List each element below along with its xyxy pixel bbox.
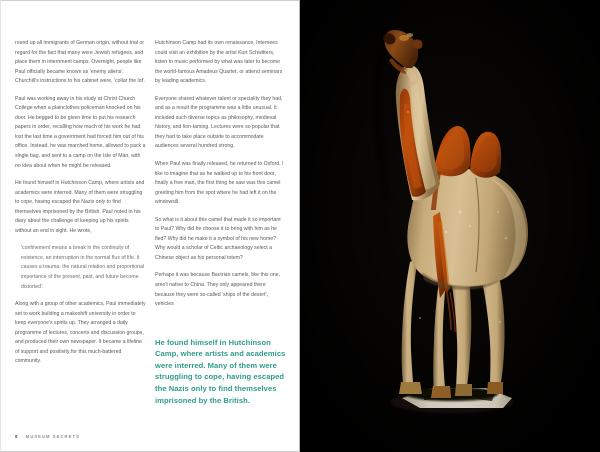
paragraph: Hutchinson Camp had its own renaissance. Internees could visit an exhibition by the artist Kurt Schwitters, listen to music performed by what was later to become the world-famous Amadeus Quartet, or attend seminars by leading academics.: [155, 40, 283, 85]
bactrian-camel-figurine-image: [300, 0, 600, 452]
right-image-page: [300, 0, 600, 452]
page-footer: [15, 434, 80, 439]
paragraph: Along with a group of other academics, Paul immediately set to work building a makeshift university in order to keep everyone's spirits up. They arranged a daily programme of lectures, concerts and discussion groups, and produced their own newspaper. It became a lifeline of support and positivity for this much-battered community.: [15, 301, 146, 365]
column-one: [15, 39, 146, 413]
paragraph: So what is it about this camel that made it so important to Paul? Why did he choose it to bring with him as he fled? Why did he make it a symbol of his new home? Why would a scholar of Celtic archaeology select a Chinese object as his personal totem?: [155, 216, 281, 261]
folio-page-number: 8: [15, 434, 18, 439]
text-columns: [15, 39, 287, 413]
paragraph: Perhaps it was because Bactrian camels, like this one, aren't native to China. They only appeared there because they were so-called 'ships of the desert', vehicles: [155, 272, 281, 308]
running-head: MUSEUM SECRETS: [25, 434, 80, 439]
paragraph: Paul was working away in his study at Christ Church College when a plainclothes policeman knocked on his door. He begged to be given time to put his research papers in order, recalling how much of his work he had lost the last time a government had forced him out of his office. Instead, he was marched home, allowed to pack a single bag, and sent to a camp on the Isle of Man, with no idea about when he might be released.: [15, 95, 146, 169]
column-two: [155, 39, 286, 413]
paragraph: Everyone shared whatever talent or speciality they had, and as a result the programme was a little unusual. It included such diverse topics as philosophy, medieval history, and lion-taming. Lectures were so popular that they had to take place outside to accommodate audiences several hundred strong.: [155, 95, 283, 150]
pull-quote: He found himself in Hutchinson Camp, where artists and academics were interred. Many of them were struggling to cope, having escaped the Nazis only to find themselves imprisoned by the British.: [155, 337, 286, 405]
paragraph: When Paul was finally released, he returned to Oxford. I like to imagine that as he walked up to his front door, finally a free man, the first thing he saw was this camel greeting him from the spot where he had left it on the windowsill.: [155, 161, 284, 206]
paragraph: round up all immigrants of German origin, without trial or regard for the fact that many were Jewish refugees, and place them in internment camps. Overnight, people like Paul officially became known as 'enemy aliens'. Churchill's instructions to his cabinet were, 'collar the lot'.: [15, 40, 146, 85]
block-quote: 'confinement means a break in the continuity of existence, an interruption in the normal flux of life. It causes a trauma: the natural relation and proportional importance of the present, past, and future become distorted'.: [21, 245, 145, 290]
paragraph: He found himself in Hutchinson Camp, where artists and academics were interred. Many of them were struggling to cope, having escaped the Nazis only to find themselves imprisoned by the British. Paul noted in his diary about the challenge of keeping up his spirits without an end in sight. He wrote,: [15, 180, 145, 234]
pull-quote-spacer: [155, 318, 286, 337]
